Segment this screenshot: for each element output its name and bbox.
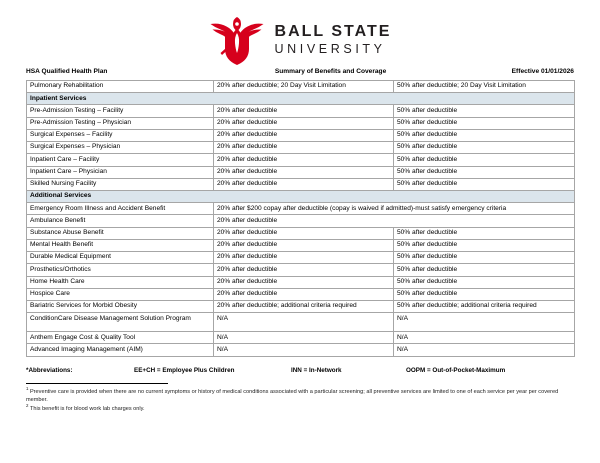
footnote-2-marker: 2 <box>26 403 29 409</box>
in-network-value-cell: 20% after deductible <box>214 142 394 154</box>
in-network-value-cell: 20% after deductible <box>214 227 394 239</box>
in-network-value-cell: 20% after deductible <box>214 288 394 300</box>
out-of-network-value-cell: 50% after deductible <box>394 252 575 264</box>
benefit-value-cell-merged: 20% after $200 copay after deductible (copay is waived if admitted)-must satisfy emergency criteria <box>214 203 575 215</box>
benefit-name-cell: Surgical Expenses – Physician <box>27 142 214 154</box>
in-network-value-cell: 20% after deductible <box>214 117 394 129</box>
table-row <box>27 239 575 251</box>
table-row <box>27 276 575 288</box>
out-of-network-value-cell: N/A <box>394 344 575 356</box>
benefit-name-cell: Inpatient Care – Facility <box>27 154 214 166</box>
benefits-table-body <box>27 81 575 357</box>
document-title: Summary of Benefits and Coverage <box>274 68 387 75</box>
table-row <box>27 332 575 344</box>
in-network-value-cell: 20% after deductible <box>214 264 394 276</box>
out-of-network-value-cell: 50% after deductible <box>394 288 575 300</box>
footnote-2-text: This benefit is for blood work lab charges only. <box>29 405 145 412</box>
table-row <box>27 117 575 129</box>
effective-date: Effective 01/01/2026 <box>511 68 574 75</box>
footnote-1 <box>26 385 574 405</box>
out-of-network-value-cell: 50% after deductible <box>394 178 575 190</box>
benefit-name-cell: Pulmonary Rehabilitation <box>27 81 214 93</box>
table-row <box>27 105 575 117</box>
in-network-value-cell: N/A <box>214 313 394 332</box>
benefit-value-cell-merged: 20% after deductible <box>214 215 575 227</box>
out-of-network-value-cell: 50% after deductible <box>394 154 575 166</box>
in-network-value-cell: 20% after deductible <box>214 166 394 178</box>
ball-state-cardinal-logo-icon <box>209 14 265 66</box>
running-head <box>26 56 574 75</box>
in-network-value-cell: 20% after deductible <box>214 252 394 264</box>
in-network-value-cell: 20% after deductible <box>214 129 394 141</box>
benefit-name-cell: Anthem Engage Cost & Quality Tool <box>27 332 214 344</box>
table-row <box>27 313 575 332</box>
benefit-name-cell: Home Health Care <box>27 276 214 288</box>
table-section-header-row <box>27 93 575 105</box>
abbreviations-label: *Abbreviations: <box>26 366 73 374</box>
footnote-separator-rule <box>26 383 168 384</box>
section-header-label: Inpatient Services <box>27 93 575 105</box>
in-network-value-cell: N/A <box>214 332 394 344</box>
footnote-1-text: Preventive care is provided when there are no current symptoms or history of medical conditions associated with a particular screening; all preventive services are limited to one of each service per year per covered member. <box>26 388 559 404</box>
table-row <box>27 81 575 93</box>
benefit-name-cell: Bariatric Services for Morbid Obesity <box>27 300 214 312</box>
in-network-value-cell: 20% after deductible; 20 Day Visit Limitation <box>214 81 394 93</box>
benefit-name-cell: Substance Abuse Benefit <box>27 227 214 239</box>
table-row <box>27 215 575 227</box>
benefit-name-cell: Pre-Admission Testing – Physician <box>27 117 214 129</box>
table-row <box>27 154 575 166</box>
out-of-network-value-cell: 50% after deductible <box>394 264 575 276</box>
abbreviation-inn: INN = In-Network <box>291 366 342 374</box>
out-of-network-value-cell: 50% after deductible; additional criteria required <box>394 300 575 312</box>
section-header-label: Additional Services <box>27 190 575 202</box>
logo-line-ball-state: BALL STATE <box>274 23 392 41</box>
logo-wordmark <box>275 24 392 56</box>
benefit-name-cell: Mental Health Benefit <box>27 239 214 251</box>
university-logo <box>0 0 600 56</box>
table-row <box>27 203 575 215</box>
out-of-network-value-cell: 50% after deductible; 20 Day Visit Limitation <box>394 81 575 93</box>
benefit-name-cell: Pre-Admission Testing – Facility <box>27 105 214 117</box>
plan-name: HSA Qualified Health Plan <box>26 68 108 75</box>
table-section-header-row <box>27 190 575 202</box>
footnote-1-marker: 1 <box>26 385 29 391</box>
out-of-network-value-cell: 50% after deductible <box>394 117 575 129</box>
in-network-value-cell: 20% after deductible <box>214 276 394 288</box>
abbreviation-ee-ch: EE+CH = Employee Plus Children <box>134 366 235 374</box>
benefit-name-cell: Inpatient Care – Physician <box>27 166 214 178</box>
benefits-table <box>26 80 575 357</box>
benefit-name-cell: Skilled Nursing Facility <box>27 178 214 190</box>
out-of-network-value-cell: 50% after deductible <box>394 227 575 239</box>
table-row <box>27 252 575 264</box>
benefit-name-cell: Hospice Care <box>27 288 214 300</box>
out-of-network-value-cell: 50% after deductible <box>394 142 575 154</box>
table-row <box>27 300 575 312</box>
in-network-value-cell: N/A <box>214 344 394 356</box>
table-row <box>27 227 575 239</box>
benefit-name-cell: Ambulance Benefit <box>27 215 214 227</box>
table-row <box>27 166 575 178</box>
benefit-name-cell: Advanced Imaging Management (AIM) <box>27 344 214 356</box>
benefit-name-cell: Durable Medical Equipment <box>27 252 214 264</box>
in-network-value-cell: 20% after deductible; additional criteria required <box>214 300 394 312</box>
benefit-name-cell: ConditionCare Disease Management Solution Program <box>27 313 214 332</box>
out-of-network-value-cell: 50% after deductible <box>394 129 575 141</box>
out-of-network-value-cell: 50% after deductible <box>394 105 575 117</box>
table-row <box>27 264 575 276</box>
in-network-value-cell: 20% after deductible <box>214 105 394 117</box>
out-of-network-value-cell: 50% after deductible <box>394 166 575 178</box>
in-network-value-cell: 20% after deductible <box>214 154 394 166</box>
footnotes <box>26 385 574 414</box>
out-of-network-value-cell: 50% after deductible <box>394 239 575 251</box>
table-row <box>27 178 575 190</box>
table-row <box>27 288 575 300</box>
benefit-name-cell: Emergency Room Illness and Accident Benefit <box>27 203 214 215</box>
out-of-network-value-cell: N/A <box>394 313 575 332</box>
out-of-network-value-cell: N/A <box>394 332 575 344</box>
abbreviation-oopm: OOPM = Out-of-Pocket-Maximum <box>406 366 506 374</box>
abbreviations-line <box>26 367 574 379</box>
table-row <box>27 344 575 356</box>
benefit-name-cell: Surgical Expenses – Facility <box>27 129 214 141</box>
footnote-2 <box>26 405 574 414</box>
table-row <box>27 129 575 141</box>
table-row <box>27 142 575 154</box>
benefit-name-cell: Prosthetics/Orthotics <box>27 264 214 276</box>
in-network-value-cell: 20% after deductible <box>214 239 394 251</box>
out-of-network-value-cell: 50% after deductible <box>394 276 575 288</box>
logo-line-university: UNIVERSITY <box>274 42 386 57</box>
in-network-value-cell: 20% after deductible <box>214 178 394 190</box>
